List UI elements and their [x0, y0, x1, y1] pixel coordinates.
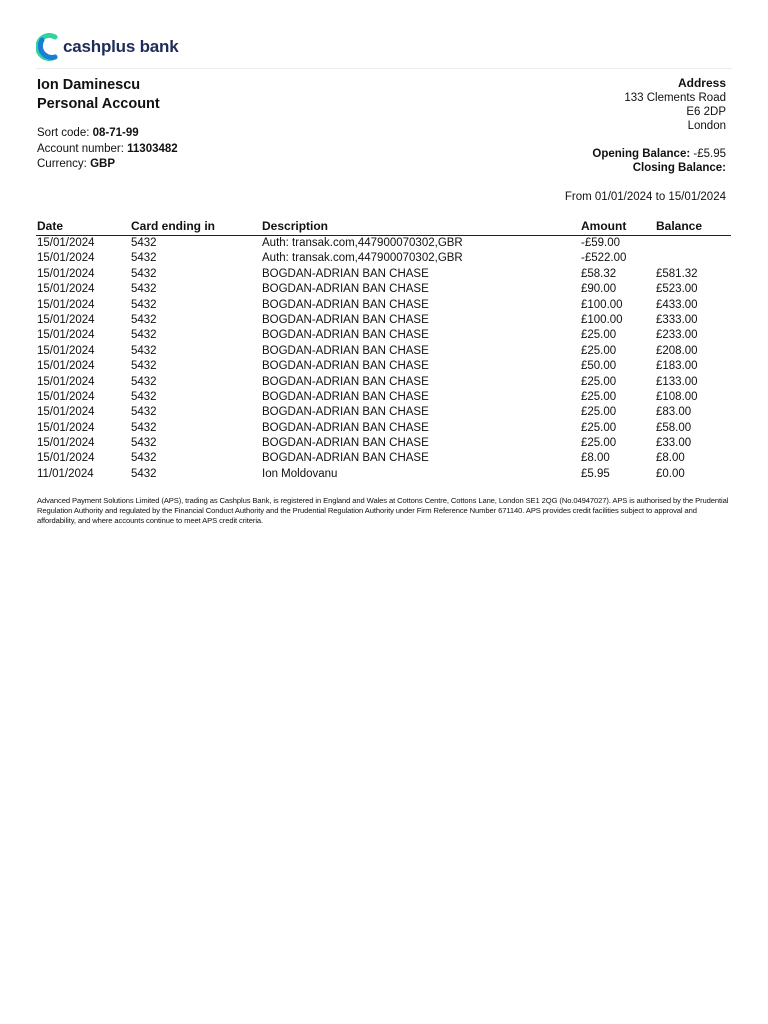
- cell-balance: £0.00: [656, 467, 685, 480]
- cell-amount: £25.00: [581, 375, 617, 388]
- cell-description: BOGDAN-ADRIAN BAN CHASE: [262, 437, 429, 450]
- statement-period: From 01/01/2024 to 15/01/2024: [564, 191, 726, 203]
- cell-description: BOGDAN-ADRIAN BAN CHASE: [262, 313, 429, 326]
- cell-description: BOGDAN-ADRIAN BAN CHASE: [262, 421, 429, 434]
- cell-balance: £523.00: [656, 283, 698, 296]
- regulatory-footer: Advanced Payment Solutions Limited (APS), trading as Cashplus Bank, is registered in England and Wales at Cottons Centre, Cottons Lane, London SE1 2QG (No.04947027). APS is authorised by the Prudential Regulation Authority and regulated by the Financial Conduct Authority and the Prudential Regulation Authority under Firm Reference Number 671140. APS provides credit facilities subject to approval and affordability, and where accounts continue to meet APS credit criteria.: [37, 496, 729, 525]
- sort-code-value: 08-71-99: [92, 127, 139, 139]
- cell-balance: £8.00: [656, 452, 685, 465]
- cell-balance: £183.00: [656, 360, 698, 373]
- cell-card: 5432: [131, 390, 157, 403]
- cell-amount: £25.00: [581, 437, 617, 450]
- table-row: [36, 405, 731, 420]
- table-row: [36, 467, 731, 482]
- table-row: [36, 375, 731, 390]
- cell-date: 15/01/2024: [37, 313, 95, 326]
- cell-card: 5432: [131, 375, 157, 388]
- cell-card: 5432: [131, 344, 157, 357]
- cell-amount: £5.95: [581, 467, 610, 480]
- header-card: Card ending in: [131, 219, 215, 233]
- cell-description: BOGDAN-ADRIAN BAN CHASE: [262, 344, 429, 357]
- cell-date: 15/01/2024: [37, 360, 95, 373]
- table-row: [36, 390, 731, 405]
- cell-amount: £25.00: [581, 406, 617, 419]
- table-row: [36, 251, 731, 266]
- cell-card: 5432: [131, 467, 157, 480]
- cell-amount: -£522.00: [581, 252, 627, 265]
- currency-line: [37, 158, 115, 170]
- cell-description: Auth: transak.com,447900070302,GBR: [262, 252, 463, 265]
- closing-balance-label: Closing Balance:: [632, 162, 726, 174]
- cell-balance: £208.00: [656, 344, 698, 357]
- cell-card: 5432: [131, 406, 157, 419]
- cell-date: 15/01/2024: [37, 421, 95, 434]
- cell-description: BOGDAN-ADRIAN BAN CHASE: [262, 406, 429, 419]
- table-row: [36, 344, 731, 359]
- cell-amount: -£59.00: [581, 237, 621, 249]
- cell-description: BOGDAN-ADRIAN BAN CHASE: [262, 283, 429, 296]
- cell-description: BOGDAN-ADRIAN BAN CHASE: [262, 452, 429, 465]
- cell-date: 15/01/2024: [37, 344, 95, 357]
- header-date: Date: [37, 219, 64, 233]
- cell-amount: £25.00: [581, 329, 617, 342]
- table-row: [36, 236, 731, 251]
- sort-code-line: [37, 127, 139, 139]
- cell-card: 5432: [131, 437, 157, 450]
- cell-description: BOGDAN-ADRIAN BAN CHASE: [262, 298, 429, 311]
- cell-card: 5432: [131, 298, 157, 311]
- opening-balance: [592, 148, 726, 160]
- table-row: [36, 313, 731, 328]
- cell-description: Auth: transak.com,447900070302,GBR: [262, 237, 463, 249]
- cell-date: 15/01/2024: [37, 406, 95, 419]
- cell-amount: £25.00: [581, 344, 617, 357]
- cell-balance: £58.00: [656, 421, 692, 434]
- cell-balance: £33.00: [656, 437, 692, 450]
- table-row: [36, 328, 731, 343]
- cell-amount: £90.00: [581, 283, 617, 296]
- brand-name: cashplus bank: [63, 37, 179, 56]
- header-balance: Balance: [656, 219, 703, 233]
- cell-date: 15/01/2024: [37, 437, 95, 450]
- header-amount: Amount: [581, 219, 627, 233]
- table-row: [36, 298, 731, 313]
- cell-balance: £581.32: [656, 267, 698, 280]
- cell-balance: £333.00: [656, 313, 698, 326]
- cell-description: BOGDAN-ADRIAN BAN CHASE: [262, 390, 429, 403]
- cell-amount: £8.00: [581, 452, 610, 465]
- cell-balance: £133.00: [656, 375, 698, 388]
- cell-date: 15/01/2024: [37, 390, 95, 403]
- table-body: [36, 236, 731, 482]
- cell-date: 15/01/2024: [37, 298, 95, 311]
- cell-date: 15/01/2024: [37, 252, 95, 265]
- account-holder-name: Ion Daminescu: [37, 77, 141, 93]
- cell-amount: £25.00: [581, 390, 617, 403]
- cell-card: 5432: [131, 267, 157, 280]
- cell-description: BOGDAN-ADRIAN BAN CHASE: [262, 267, 429, 280]
- sort-code-label: Sort code:: [37, 127, 90, 139]
- cell-date: 15/01/2024: [37, 452, 95, 465]
- account-number-value: 11303482: [127, 143, 178, 155]
- cashplus-logo-icon: [36, 32, 60, 62]
- cell-card: 5432: [131, 252, 157, 265]
- cell-date: 15/01/2024: [37, 283, 95, 296]
- table-header: [36, 218, 731, 236]
- closing-balance: [633, 162, 726, 174]
- cell-description: BOGDAN-ADRIAN BAN CHASE: [262, 360, 429, 373]
- cell-card: 5432: [131, 329, 157, 342]
- address-line-3: London: [687, 120, 726, 132]
- table-row: [36, 421, 731, 436]
- cell-date: 15/01/2024: [37, 375, 95, 388]
- cell-amount: £50.00: [581, 360, 617, 373]
- opening-balance-label: Opening Balance:: [592, 148, 691, 160]
- cell-date: 11/01/2024: [37, 467, 94, 480]
- table-row: [36, 359, 731, 374]
- transactions-table: [36, 218, 731, 482]
- currency-value: GBP: [90, 158, 115, 170]
- brand-logo: [36, 32, 179, 62]
- currency-label: Currency:: [37, 158, 87, 170]
- table-row: [36, 451, 731, 466]
- cell-balance: £233.00: [656, 329, 698, 342]
- cell-date: 15/01/2024: [37, 329, 95, 342]
- cell-balance: £83.00: [656, 406, 692, 419]
- cell-card: 5432: [131, 360, 157, 373]
- table-row: [36, 267, 731, 282]
- cell-balance: £108.00: [656, 390, 698, 403]
- cell-date: 15/01/2024: [37, 267, 95, 280]
- cell-amount: £100.00: [581, 313, 623, 326]
- cell-amount: £100.00: [581, 298, 623, 311]
- cell-card: 5432: [131, 421, 157, 434]
- table-row: [36, 282, 731, 297]
- address-title: Address: [677, 76, 726, 90]
- cell-date: 15/01/2024: [37, 237, 95, 249]
- account-number-line: [37, 143, 178, 155]
- address-line-2: E6 2DP: [686, 106, 726, 118]
- header-description: Description: [262, 219, 329, 233]
- cell-amount: £58.32: [581, 267, 617, 280]
- cell-card: 5432: [131, 237, 157, 249]
- cell-description: BOGDAN-ADRIAN BAN CHASE: [262, 329, 429, 342]
- cell-card: 5432: [131, 283, 157, 296]
- address-line-1: 133 Clements Road: [624, 92, 726, 104]
- cell-balance: £433.00: [656, 298, 698, 311]
- table-row: [36, 436, 731, 451]
- cell-card: 5432: [131, 452, 157, 465]
- account-type: Personal Account: [37, 96, 160, 112]
- cell-description: Ion Moldovanu: [262, 467, 338, 480]
- header-divider: [36, 68, 732, 69]
- cell-card: 5432: [131, 313, 157, 326]
- opening-balance-value: -£5.95: [693, 148, 726, 160]
- account-number-label: Account number:: [37, 143, 124, 155]
- cell-amount: £25.00: [581, 421, 617, 434]
- cell-description: BOGDAN-ADRIAN BAN CHASE: [262, 375, 429, 388]
